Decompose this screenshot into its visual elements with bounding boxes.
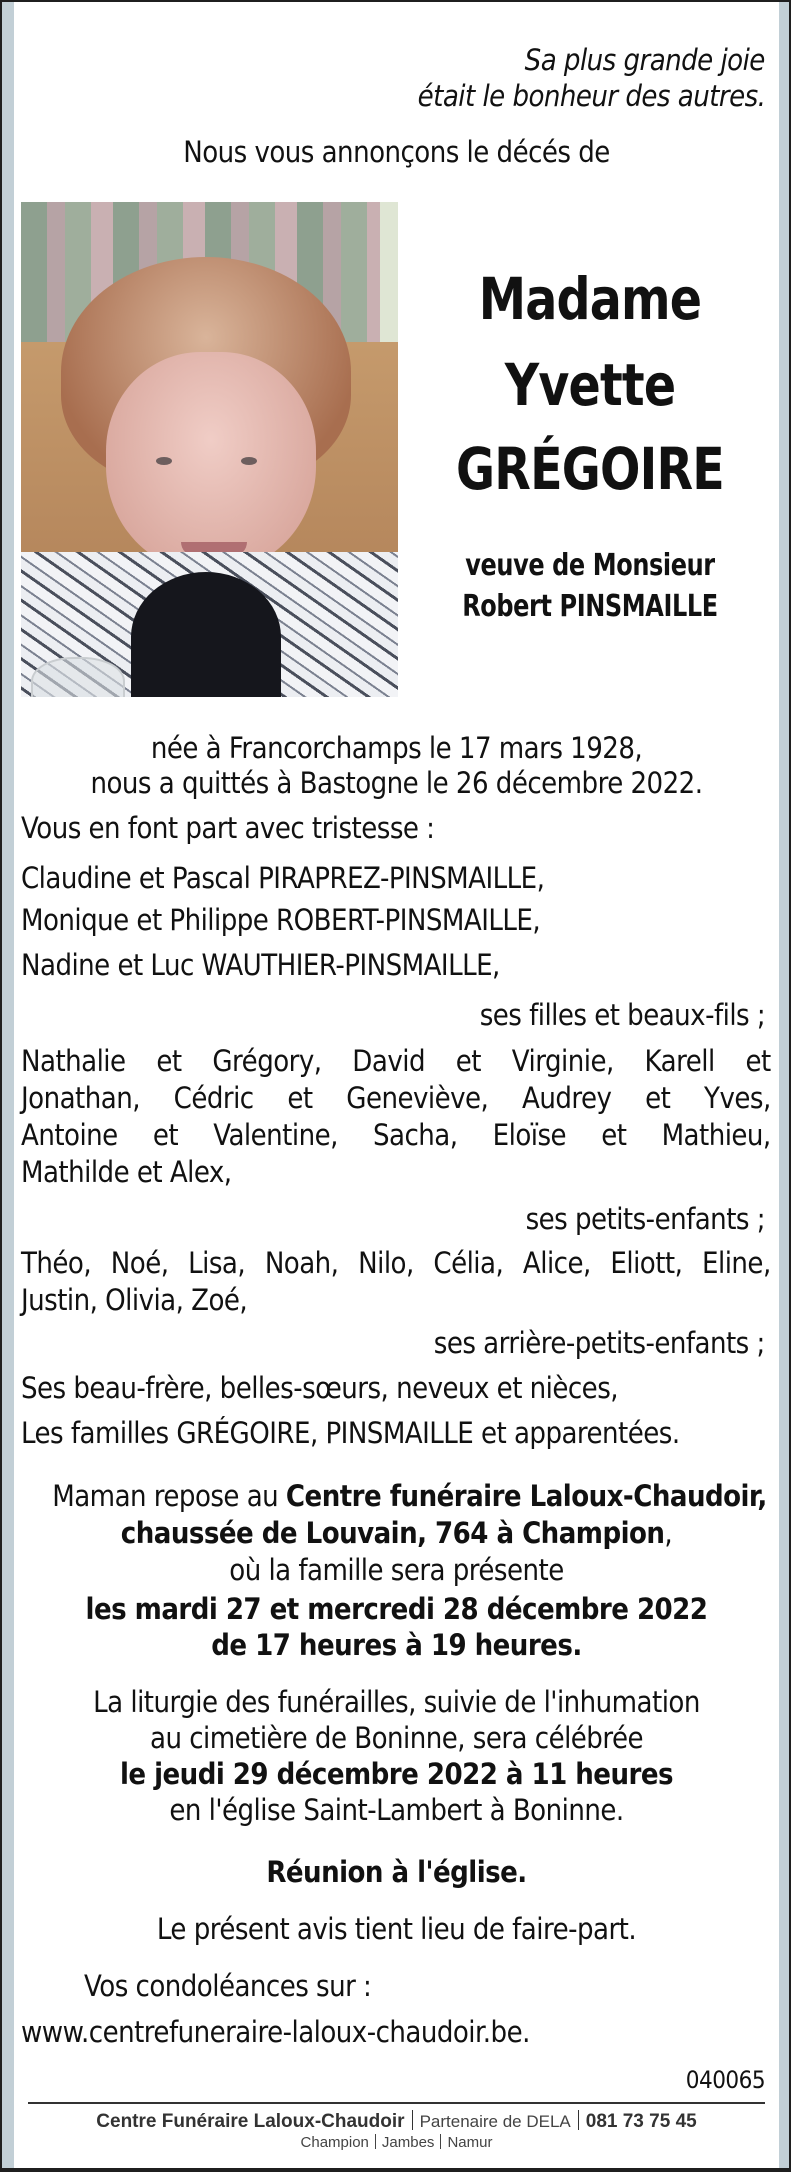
great-grandchildren-label: ses arrière-petits-enfants ; bbox=[434, 1326, 765, 1360]
funeral-home-name: Centre funéraire Laloux-Chaudoir, bbox=[285, 1479, 767, 1513]
visitation-line-1 bbox=[52, 1479, 767, 1513]
page-frame bbox=[2, 2, 789, 2168]
separator bbox=[578, 2110, 579, 2130]
grandchildren-label: ses petits-enfants ; bbox=[525, 1202, 765, 1236]
deceased-last-name: GRÉGOIRE bbox=[456, 435, 724, 503]
location-namur: Namur bbox=[447, 2134, 493, 2151]
widow-of-line-1: veuve de Monsieur bbox=[465, 548, 715, 583]
widow-of-line-2: Robert PINSMAILLE bbox=[462, 589, 718, 624]
visitation-line-2 bbox=[52, 1516, 741, 1550]
separator bbox=[412, 2110, 413, 2130]
death-info: nous a quittés à Bastogne le 26 décembre 2022. bbox=[90, 766, 703, 800]
portrait-photo bbox=[21, 202, 398, 697]
daughter-couple-3: Nadine et Luc WAUTHIER-PINSMAILLE, bbox=[21, 948, 500, 982]
meeting-note: Réunion à l'église. bbox=[266, 1855, 527, 1889]
epigraph-line-1: Sa plus grande joie bbox=[524, 43, 765, 77]
visitation-line-3: où la famille sera présente bbox=[229, 1553, 564, 1587]
comma: , bbox=[664, 1516, 673, 1550]
visitation-dates: les mardi 27 et mercredi 28 décembre 2022 bbox=[85, 1592, 708, 1626]
separator bbox=[440, 2134, 441, 2149]
intro-text: Vous en font part avec tristesse : bbox=[21, 811, 435, 845]
footer-line-1 bbox=[14, 2110, 779, 2131]
great-grandchildren-line-2: Justin, Olivia, Zoé, bbox=[21, 1283, 248, 1317]
funeral-date: le jeudi 29 décembre 2022 à 11 heures bbox=[119, 1757, 674, 1791]
footer-partner: Partenaire de DELA bbox=[419, 2112, 571, 2131]
funeral-location: en l'église Saint-Lambert à Boninne. bbox=[169, 1793, 624, 1827]
funeral-home-address: chaussée de Louvain, 764 à Champion bbox=[120, 1516, 665, 1550]
grandchildren-line-3: Antoine et Valentine, Sacha, Eloïse et Mathieu, bbox=[21, 1118, 771, 1152]
location-jambes: Jambes bbox=[381, 2134, 435, 2151]
notice-text: Le présent avis tient lieu de faire-part. bbox=[156, 1912, 637, 1946]
visitation-text: Maman repose au bbox=[52, 1479, 286, 1513]
deceased-title: Madame bbox=[478, 265, 702, 333]
condolences-url[interactable]: www.centrefuneraire-laloux-chaudoir.be. bbox=[21, 2015, 530, 2049]
daughter-couple-2: Monique et Philippe ROBERT-PINSMAILLE, bbox=[21, 903, 541, 937]
epigraph-line-2: était le bonheur des autres. bbox=[417, 79, 765, 113]
grandchildren-line-1: Nathalie et Grégory, David et Virginie, Karell et bbox=[21, 1044, 771, 1078]
footer-company: Centre Funéraire Laloux-Chaudoir bbox=[96, 2111, 405, 2132]
footer-divider bbox=[28, 2102, 765, 2104]
obituary-page bbox=[14, 2, 779, 2168]
birth-info: née à Francorchamps le 17 mars 1928, bbox=[150, 731, 643, 765]
daughters-label: ses filles et beaux-fils ; bbox=[479, 998, 765, 1032]
visitation-hours: de 17 heures à 19 heures. bbox=[211, 1628, 582, 1662]
condolences-label: Vos condoléances sur : bbox=[84, 1969, 372, 2003]
grandchildren-line-4: Mathilde et Alex, bbox=[21, 1155, 232, 1189]
announcement: Nous vous annonçons le décés de bbox=[183, 135, 610, 169]
other-relatives: Ses beau-frère, belles-sœurs, neveux et nièces, bbox=[21, 1371, 619, 1405]
separator bbox=[375, 2134, 376, 2149]
daughter-couple-1: Claudine et Pascal PIRAPREZ-PINSMAILLE, bbox=[21, 861, 545, 895]
footer-locations bbox=[14, 2134, 779, 2150]
footer-phone: 081 73 75 45 bbox=[585, 2111, 697, 2132]
funeral-line-1: La liturgie des funérailles, suivie de l'inhumation bbox=[93, 1685, 700, 1719]
great-grandchildren-line-1: Théo, Noé, Lisa, Noah, Nilo, Célia, Alice, Eliott, Eline, bbox=[21, 1246, 771, 1280]
location-champion: Champion bbox=[300, 2134, 369, 2151]
reference-number: 040065 bbox=[685, 2066, 765, 2094]
deceased-first-name: Yvette bbox=[504, 351, 676, 419]
families: Les familles GRÉGOIRE, PINSMAILLE et apparentées. bbox=[21, 1416, 680, 1450]
funeral-line-2: au cimetière de Boninne, sera célébrée bbox=[149, 1721, 644, 1755]
grandchildren-line-2: Jonathan, Cédric et Geneviève, Audrey et Yves, bbox=[21, 1081, 771, 1115]
